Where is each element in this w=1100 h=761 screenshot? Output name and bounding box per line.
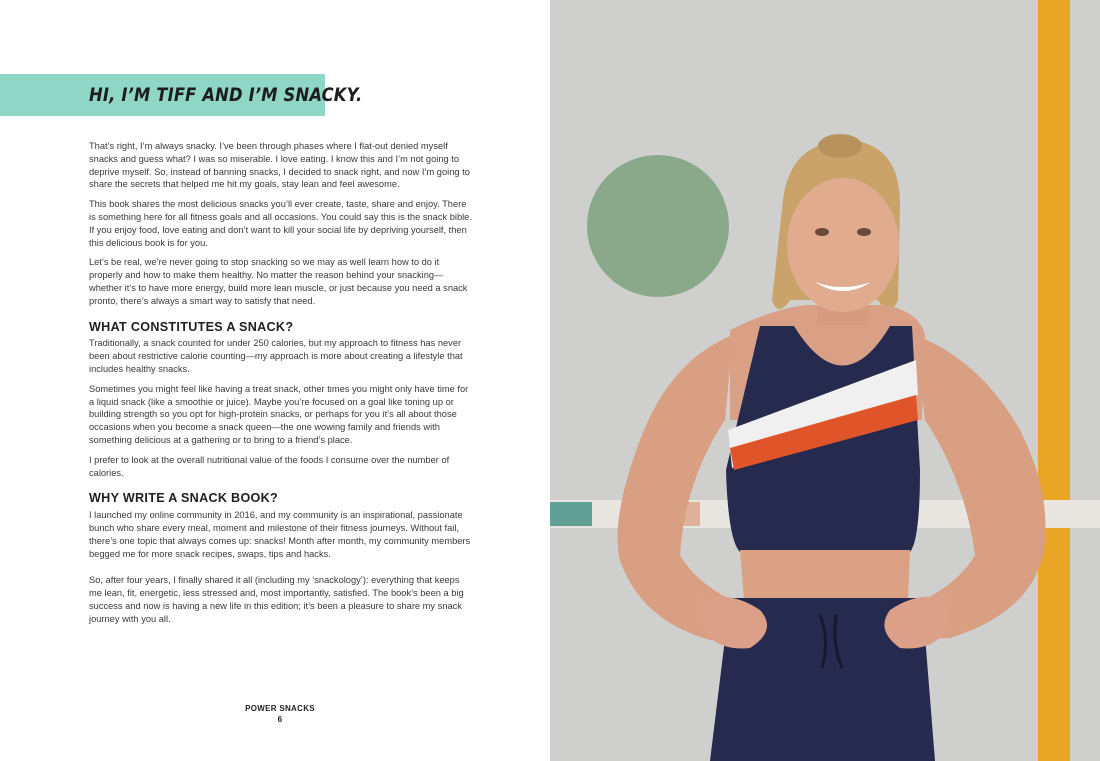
section2-paragraph-1: I launched my online community in 2016, and my community is an inspirational, passionate bunch who share every meal, moment and milestone of their fitness journeys. Without fail, there’s one topic that always comes up: snacks! Month after month, my community members begged me for more snack recipes, swaps, tips and hacks. <box>89 510 471 559</box>
section-heading-snack: WHAT CONSTITUTES A SNACK? <box>89 319 294 334</box>
intro-paragraph-3: Let’s be real, we’re never going to stop snacking so we may as well learn how to do it properly and how to make them healthy. No matter the reason behind your snacking— whether it’s to have more energy, build more lean muscle, or just because you need a snack pronto, there’s always a smart way to satisfy that need. <box>89 257 468 306</box>
photo-page <box>550 0 1100 761</box>
section1-paragraph-1: Traditionally, a snack counted for under 250 calories, but my approach to fitness has never been about restrictive calorie counting—my approach is more about creating a lifestyle that includes healthy snacks. <box>89 338 463 374</box>
intro-paragraph-1: That’s right, I’m always snacky. I’ve been through phases where I flat-out denied myself snacks and guess what? I was so miserable. I love eating. I know this and I’m not going to deprive myself. So, instead of banning snacks, I decided to snack right, and now I’m going to share the secrets that helped me hit my goals, stay lean and feel awesome. <box>89 141 470 190</box>
footer-page-number: 6 <box>277 715 283 724</box>
page-title: HI, I’M TIFF AND I’M SNACKY. <box>89 84 363 106</box>
footer-book-title: POWER SNACKS <box>245 704 315 713</box>
intro-paragraph-2: This book shares the most delicious snacks you’ll ever create, taste, share and enjoy. There is something here for all fitness goals and all occasions. You could say this is the snack bible. If you enjoy food, love eating and don’t want to kill your social life by depriving yourself, then this delicious book is for you. <box>89 199 472 248</box>
portrait-photo <box>550 0 1100 761</box>
page-footer <box>200 703 360 725</box>
green-circle <box>587 155 729 297</box>
section1-paragraph-2: Sometimes you might feel like having a treat snack, other times you might only have time for a liquid snack (like a smoothie or juice). Maybe you’re focused on a goal like toning up or building strength so you opt for high-protein snacks, or perhaps for you it’s all about those occasions when you become a snack queen—the one wowing family and friends with something delicious at a gathering or to bring to a friend’s place. <box>89 383 469 445</box>
section-heading-why: WHY WRITE A SNACK BOOK? <box>89 491 279 506</box>
yellow-stripe <box>1038 0 1070 761</box>
section1-paragraph-3: I prefer to look at the overall nutritional value of the foods I consume over the number of calories. <box>89 454 450 478</box>
body-text <box>89 140 473 633</box>
section2-paragraph-2: So, after four years, I finally shared it all (including my ‘snackology’): everything that keeps me lean, fit, energetic, less stressed and, most importantly, satisfied. The book’s been a big success and now is having a new life in this edition; it’s been a pleasure to share my snack journey with you all. <box>89 575 464 624</box>
